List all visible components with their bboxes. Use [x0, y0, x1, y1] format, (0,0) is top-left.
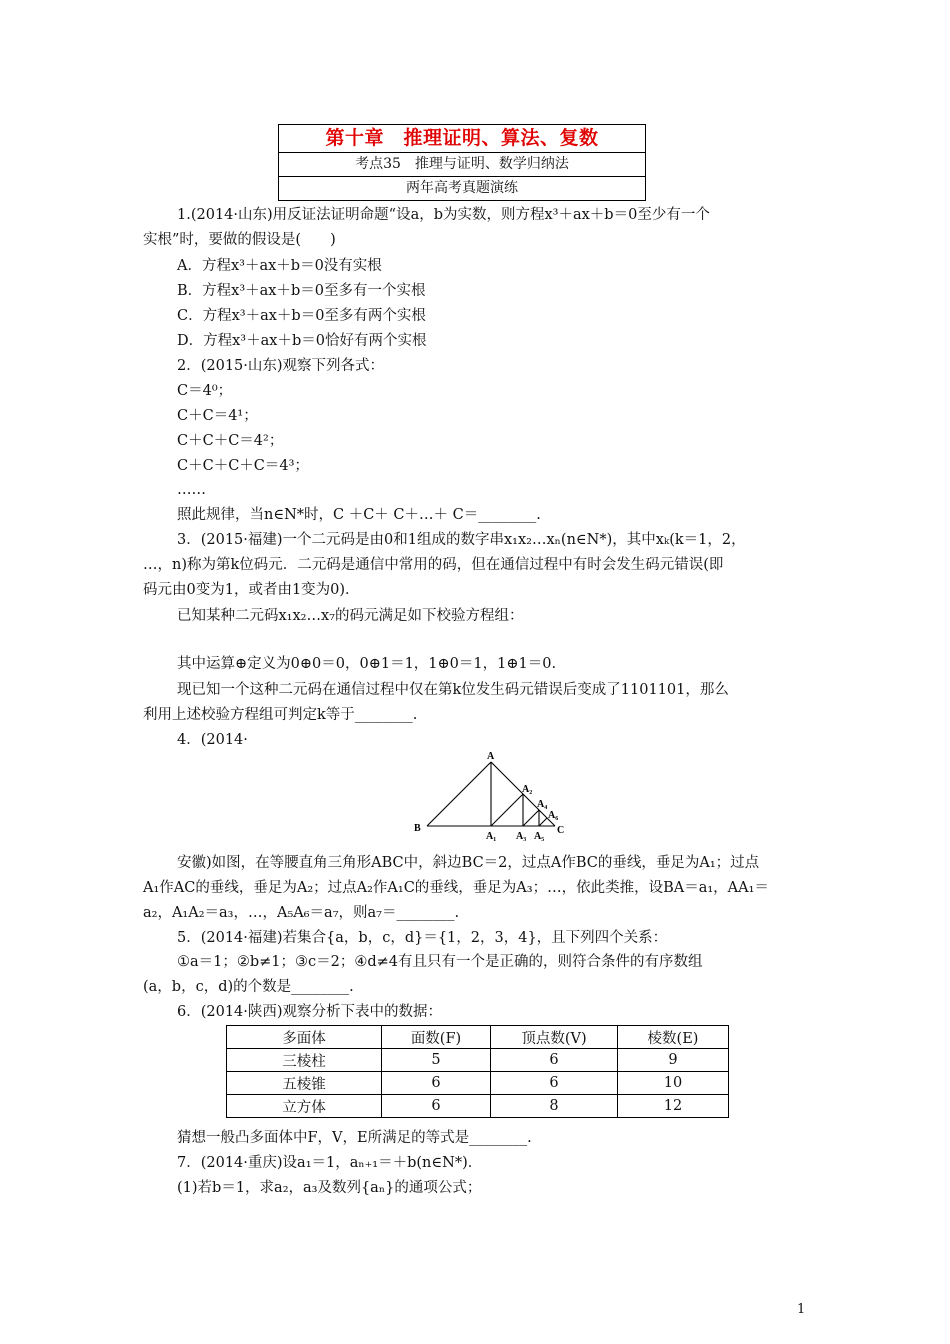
perp-a3-a4 [523, 810, 539, 826]
table-row [227, 1072, 729, 1095]
q3-line6: 现已知一个这种二元码在通信过程中仅在第k位发生码元错误后变成了1101101，那么 [177, 682, 729, 698]
q1-line2: 实根”时，要做的假设是( ) [143, 232, 336, 248]
label-a1: A₁ [486, 831, 497, 842]
table-cell: 8 [491, 1095, 618, 1118]
chapter-title: 第十章 推理证明、算法、复数 [325, 127, 599, 149]
label-c: C [557, 825, 565, 836]
table-cell: 10 [618, 1072, 729, 1095]
q4-line4: a₂，A₁A₂＝a₃，…，A₅A₆＝a₇，则a₇＝________. [143, 905, 460, 921]
q2-eq4: C＋C＋C＋C＝4³； [177, 458, 309, 474]
q1-option-c: C．方程x³＋ax＋b＝0至多有两个实根 [177, 308, 426, 324]
q2-eq3: C＋C＋C＝4²； [177, 433, 284, 449]
q3-line3: 码元由0变为1，或者由1变为0)． [143, 582, 360, 598]
q5-line3: (a，b，c，d)的个数是________. [143, 979, 354, 995]
perp-a1-a2 [491, 794, 523, 826]
subsection-title: 两年高考真题演练 [279, 176, 645, 200]
table-header: 面数(F) [382, 1026, 491, 1049]
q4-line3: A₁作AC的垂线，垂足为A₂；过点A₂作A₁C的垂线，垂足为A₃；…，依此类推，设BA＝a₁，AA₁＝ [143, 880, 769, 896]
q3-line1: 3．(2015·福建)一个二元码是由0和1组成的数字串x₁x₂…xₙ(n∈N*)，其中xₖ(k＝1，2， [177, 532, 746, 548]
table-header: 多面体 [227, 1026, 382, 1049]
label-a5: A₅ [534, 831, 545, 842]
q2-line2: 照此规律，当n∈N*时，C ＋C＋ C＋…＋ C＝________. [177, 507, 541, 523]
q5-line2: ①a＝1；②b≠1；③c＝2；④d≠4有且只有一个是正确的，则符合条件的有序数组 [177, 954, 703, 970]
table-cell: 三棱柱 [227, 1049, 382, 1072]
table-row [227, 1095, 729, 1118]
label-b: B [414, 823, 421, 834]
label-a2: A₂ [522, 784, 533, 795]
section-title: 考点35 推理与证明、数学归纳法 [279, 152, 645, 176]
label-a3: A₃ [516, 831, 527, 842]
page-number: 1 [797, 1302, 806, 1317]
q2-line1: 2．(2015·山东)观察下列各式： [177, 358, 385, 374]
table-cell: 12 [618, 1095, 729, 1118]
table-cell: 6 [382, 1072, 491, 1095]
q3-line5: 其中运算⊕定义为0⊕0＝0，0⊕1＝1，1⊕0＝1，1⊕1＝0. [177, 656, 557, 672]
q6-line1: 6．(2014·陕西)观察分析下表中的数据： [177, 1004, 443, 1020]
table-cell: 6 [382, 1095, 491, 1118]
perp-a5-a6 [539, 818, 547, 826]
q1-option-a: A．方程x³＋ax＋b＝0没有实根 [177, 258, 382, 274]
table-row [227, 1049, 729, 1072]
q6-line2: 猜想一般凸多面体中F，V，E所满足的等式是________. [177, 1130, 532, 1146]
table-cell: 6 [491, 1049, 618, 1072]
label-a6: A₆ [548, 810, 559, 821]
q4-line1: 4．(2014· [177, 732, 248, 748]
side-ab [427, 762, 491, 826]
q1-line1: 1.(2014·山东)用反证法证明命题“设a，b为实数，则方程x³＋ax＋b＝0至少有一个 [177, 207, 710, 223]
label-a: A [487, 751, 495, 762]
title-box [278, 124, 646, 201]
q7-line2: (1)若b＝1，求a₂，a₃及数列{aₙ}的通项公式； [177, 1180, 482, 1196]
table-cell: 6 [491, 1072, 618, 1095]
q4-line2: 安徽)如图，在等腰直角三角形ABC中，斜边BC＝2，过点A作BC的垂线，垂足为A₁；过点 [177, 855, 760, 871]
q5-line1: 5．(2014·福建)若集合{a，b，c，d}＝{1，2，3，4}，且下列四个关系： [177, 930, 668, 946]
q1-option-d: D．方程x³＋ax＋b＝0恰好有两个实根 [177, 333, 427, 349]
table-cell: 五棱锥 [227, 1072, 382, 1095]
table-cell: 9 [618, 1049, 729, 1072]
q1-option-b: B．方程x³＋ax＋b＝0至多有一个实根 [177, 283, 426, 299]
q2-ellipsis: …… [177, 482, 206, 498]
triangle-figure [405, 748, 575, 848]
q2-eq1: C＝4⁰； [177, 383, 233, 399]
q3-line7: 利用上述校验方程组可判定k等于________. [143, 707, 418, 723]
polyhedron-table [226, 1025, 729, 1118]
table-header: 顶点数(V) [491, 1026, 618, 1049]
q3-line4: 已知某种二元码x₁x₂…x₇的码元满足如下校验方程组： [177, 608, 524, 624]
table-header: 棱数(E) [618, 1026, 729, 1049]
q7-line1: 7．(2014·重庆)设a₁＝1，aₙ₊₁＝＋b(n∈N*)． [177, 1155, 483, 1171]
table-cell: 立方体 [227, 1095, 382, 1118]
q2-eq2: C＋C＝4¹； [177, 408, 258, 424]
table-cell: 5 [382, 1049, 491, 1072]
label-a4: A₄ [537, 799, 548, 810]
q3-line2: …，n)称为第k位码元．二元码是通信中常用的码，但在通信过程中有时会发生码元错误(即 [143, 557, 724, 573]
table-header-row [227, 1026, 729, 1049]
